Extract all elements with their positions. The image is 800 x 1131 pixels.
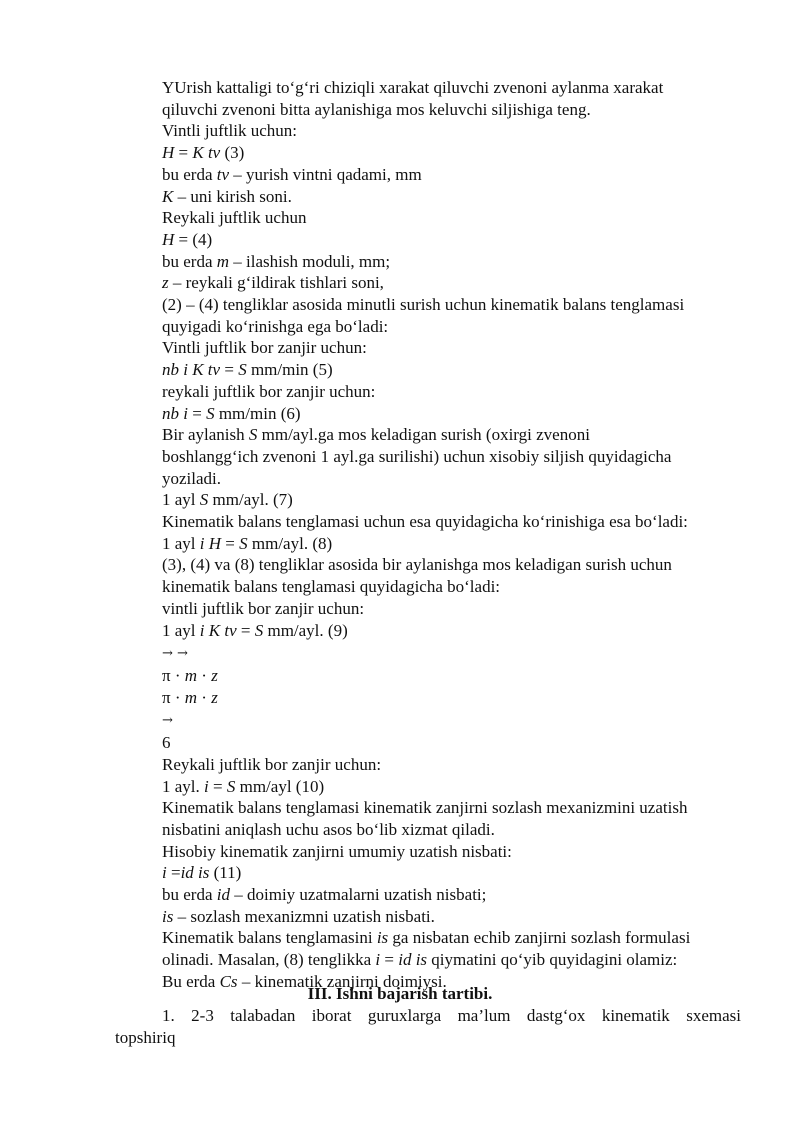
italic-symbol: S [199,490,209,510]
text-run: (11) [209,863,242,883]
text-run: mm/min (5) [246,360,333,380]
text-line [162,99,752,121]
italic-symbol: S [254,620,264,640]
italic-symbol: H [162,229,175,249]
text-line [162,251,752,273]
text-run: = (4) [174,229,213,249]
text-run: 1 ayl. [162,776,205,796]
text-run: Kinematik balans tenglamasi uchun esa quyidagicha ko‘rinishiga esa bo‘ladi: [162,512,688,532]
italic-symbol: m [184,687,198,707]
italic-symbol: nb i [162,403,188,423]
text-run: – uni kirish soni. [173,186,292,206]
text-run: = [208,776,227,796]
task-second-line: topshiriq [115,1027,176,1047]
text-line [162,884,752,906]
body-text [162,77,752,993]
text-line [162,927,752,949]
text-run: = [187,403,207,423]
text-run: Reykali juftlik uchun [162,208,307,228]
text-run: mm/ayl (10) [235,776,325,796]
italic-symbol: i K tv [199,620,237,640]
text-run: Kinematik balans tenglamasi kinematik zanjirni sozlash mexanizmini uzatish [162,798,688,818]
italic-symbol: i [375,950,381,970]
text-run: 1 ayl [162,533,200,553]
text-run: (3), (4) va (8) tengliklar asosida bir aylanishga mos keladigan surish uchun [162,555,672,575]
text-run: bu erda [162,885,217,905]
text-line [162,576,752,598]
text-run: – doimiy uzatmalarni uzatish nisbati; [230,885,487,905]
italic-symbol: K tv [192,143,221,163]
text-run: (2) – (4) tengliklar asosida minutli surish uchun kinematik balans tenglamasi [162,295,685,315]
text-run: = [221,533,240,553]
text-run: qiymatini qo‘yib quyidagini olamiz: [427,950,678,970]
italic-symbol: is [376,928,389,948]
text-run: ga nisbatan echib zanjirni sozlash formulasi [388,928,691,948]
text-run: mm/ayl. (9) [263,620,348,640]
text-run: = [166,863,181,883]
text-line [162,207,752,229]
italic-symbol: z [211,665,218,685]
text-line [162,424,752,446]
task-paragraph [115,1005,741,1048]
text-run: → → [162,646,188,662]
text-line [162,186,752,208]
italic-symbol: is [162,906,174,926]
text-line [162,754,752,776]
text-run: mm/ayl. (8) [247,533,333,553]
italic-symbol: id is [180,863,210,883]
text-line [162,862,752,884]
text-run: · [197,665,212,685]
text-run: → [162,713,173,729]
text-run: – reykali g‘ildirak tishlari soni, [168,273,384,293]
text-line [162,708,752,732]
text-run: bu erda [162,164,217,184]
text-run: reykali juftlik bor zanjir uchun: [162,381,376,401]
italic-symbol: S [238,360,247,380]
italic-symbol: i H [199,533,222,553]
text-run: π · [162,665,185,685]
text-run: π · [162,687,185,707]
italic-symbol: S [206,403,215,423]
text-line [162,468,752,490]
text-run: · [197,687,212,707]
text-run: Reykali juftlik bor zanjir uchun: [162,754,382,774]
text-run: 1 ayl [162,620,200,640]
text-line [162,732,752,754]
text-line [162,841,752,863]
text-line [162,142,752,164]
text-run: nisbatini aniqlash uchu asos bo‘lib xizmat qiladi. [162,819,495,839]
text-run: = [174,143,193,163]
italic-symbol: i [204,776,209,796]
text-run: 1 ayl [162,490,200,510]
text-line [162,533,752,555]
text-line [162,665,752,687]
text-line [162,337,752,359]
text-run: kinematik balans tenglamasi quyidagicha bo‘ladi: [162,577,501,597]
italic-symbol: z [211,687,218,707]
text-run: Hisobiy kinematik zanjirni umumiy uzatish nisbati: [162,841,512,861]
text-run: = [220,360,239,380]
text-run: Bu erda [162,971,220,991]
text-line [162,229,752,251]
text-run: – sozlash mexanizmni uzatish nisbati. [173,906,435,926]
section-heading: III. Ishni bajarish tartibi. [307,984,493,1003]
text-run: bu erda [162,251,217,271]
text-run: boshlangg‘ich zvenoni 1 ayl.ga surilishi) uchun xisobiy siljish quyidagicha [162,446,672,466]
italic-symbol: H [162,143,175,163]
text-run: olinadi. Masalan, (8) tenglikka [162,950,376,970]
text-line [162,489,752,511]
text-line [162,120,752,142]
text-line [162,403,752,425]
text-run: Bir aylanish [162,425,249,445]
italic-symbol: i [162,863,167,883]
italic-symbol: nb i K tv [162,360,221,380]
text-line [162,949,752,971]
text-run: mm/ayl. (7) [208,490,293,510]
italic-symbol: z [162,273,169,293]
text-line [162,294,752,316]
italic-symbol: S [226,776,236,796]
text-line [162,598,752,620]
text-run: qiluvchi zvenoni bitta aylanishiga mos keluvchi siljishiga teng. [162,99,591,119]
text-run: mm/ayl.ga mos keladigan surish (oxirgi zvenoni [257,425,590,445]
text-run: yoziladi. [162,468,222,488]
text-line [162,776,752,798]
text-run: Vintli juftlik uchun: [162,121,297,141]
italic-symbol: S [239,533,248,553]
task-first-line: 1. 2-3 talabadan iborat guruxlarga ma’lum dastg‘ox kinematik sxemasi [162,1006,741,1025]
text-line [162,359,752,381]
text-line [162,77,752,99]
text-run: – ilashish moduli, mm; [229,251,391,271]
italic-symbol: id is [398,950,428,970]
italic-symbol: tv [216,164,230,184]
text-run: mm/min (6) [214,403,301,423]
italic-symbol: id [216,885,230,905]
text-line [162,446,752,468]
text-line [162,511,752,533]
text-run: YUrish kattaligi to‘g‘ri chiziqli xarakat qiluvchi zvenoni aylanma xarakat [162,78,664,97]
italic-symbol: S [248,425,258,445]
text-run: vintli juftlik bor zanjir uchun: [162,598,365,618]
italic-symbol: K [162,186,174,206]
text-line [162,687,752,709]
text-line [162,554,752,576]
text-line [162,620,752,642]
text-run: = [236,620,255,640]
text-run: – kinematik zanjirni doimiysi. [237,971,447,991]
text-line [162,381,752,403]
italic-symbol: m [216,251,230,271]
text-line [162,272,752,294]
italic-symbol: Cs [219,971,238,991]
text-line [162,819,752,841]
text-line [162,316,752,338]
text-line [162,164,752,186]
italic-symbol: m [184,665,198,685]
text-run: Vintli juftlik bor zanjir uchun: [162,338,367,358]
text-run: Kinematik balans tenglamasini [162,928,377,948]
text-line [162,906,752,928]
text-line [162,797,752,819]
text-run: – yurish vintni qadami, mm [229,164,422,184]
text-run: quyigadi ko‘rinishga ega bo‘ladi: [162,316,389,336]
text-run: = [380,950,399,970]
text-run: 6 [162,733,171,753]
text-run: (3) [220,143,245,163]
text-line [162,641,752,665]
